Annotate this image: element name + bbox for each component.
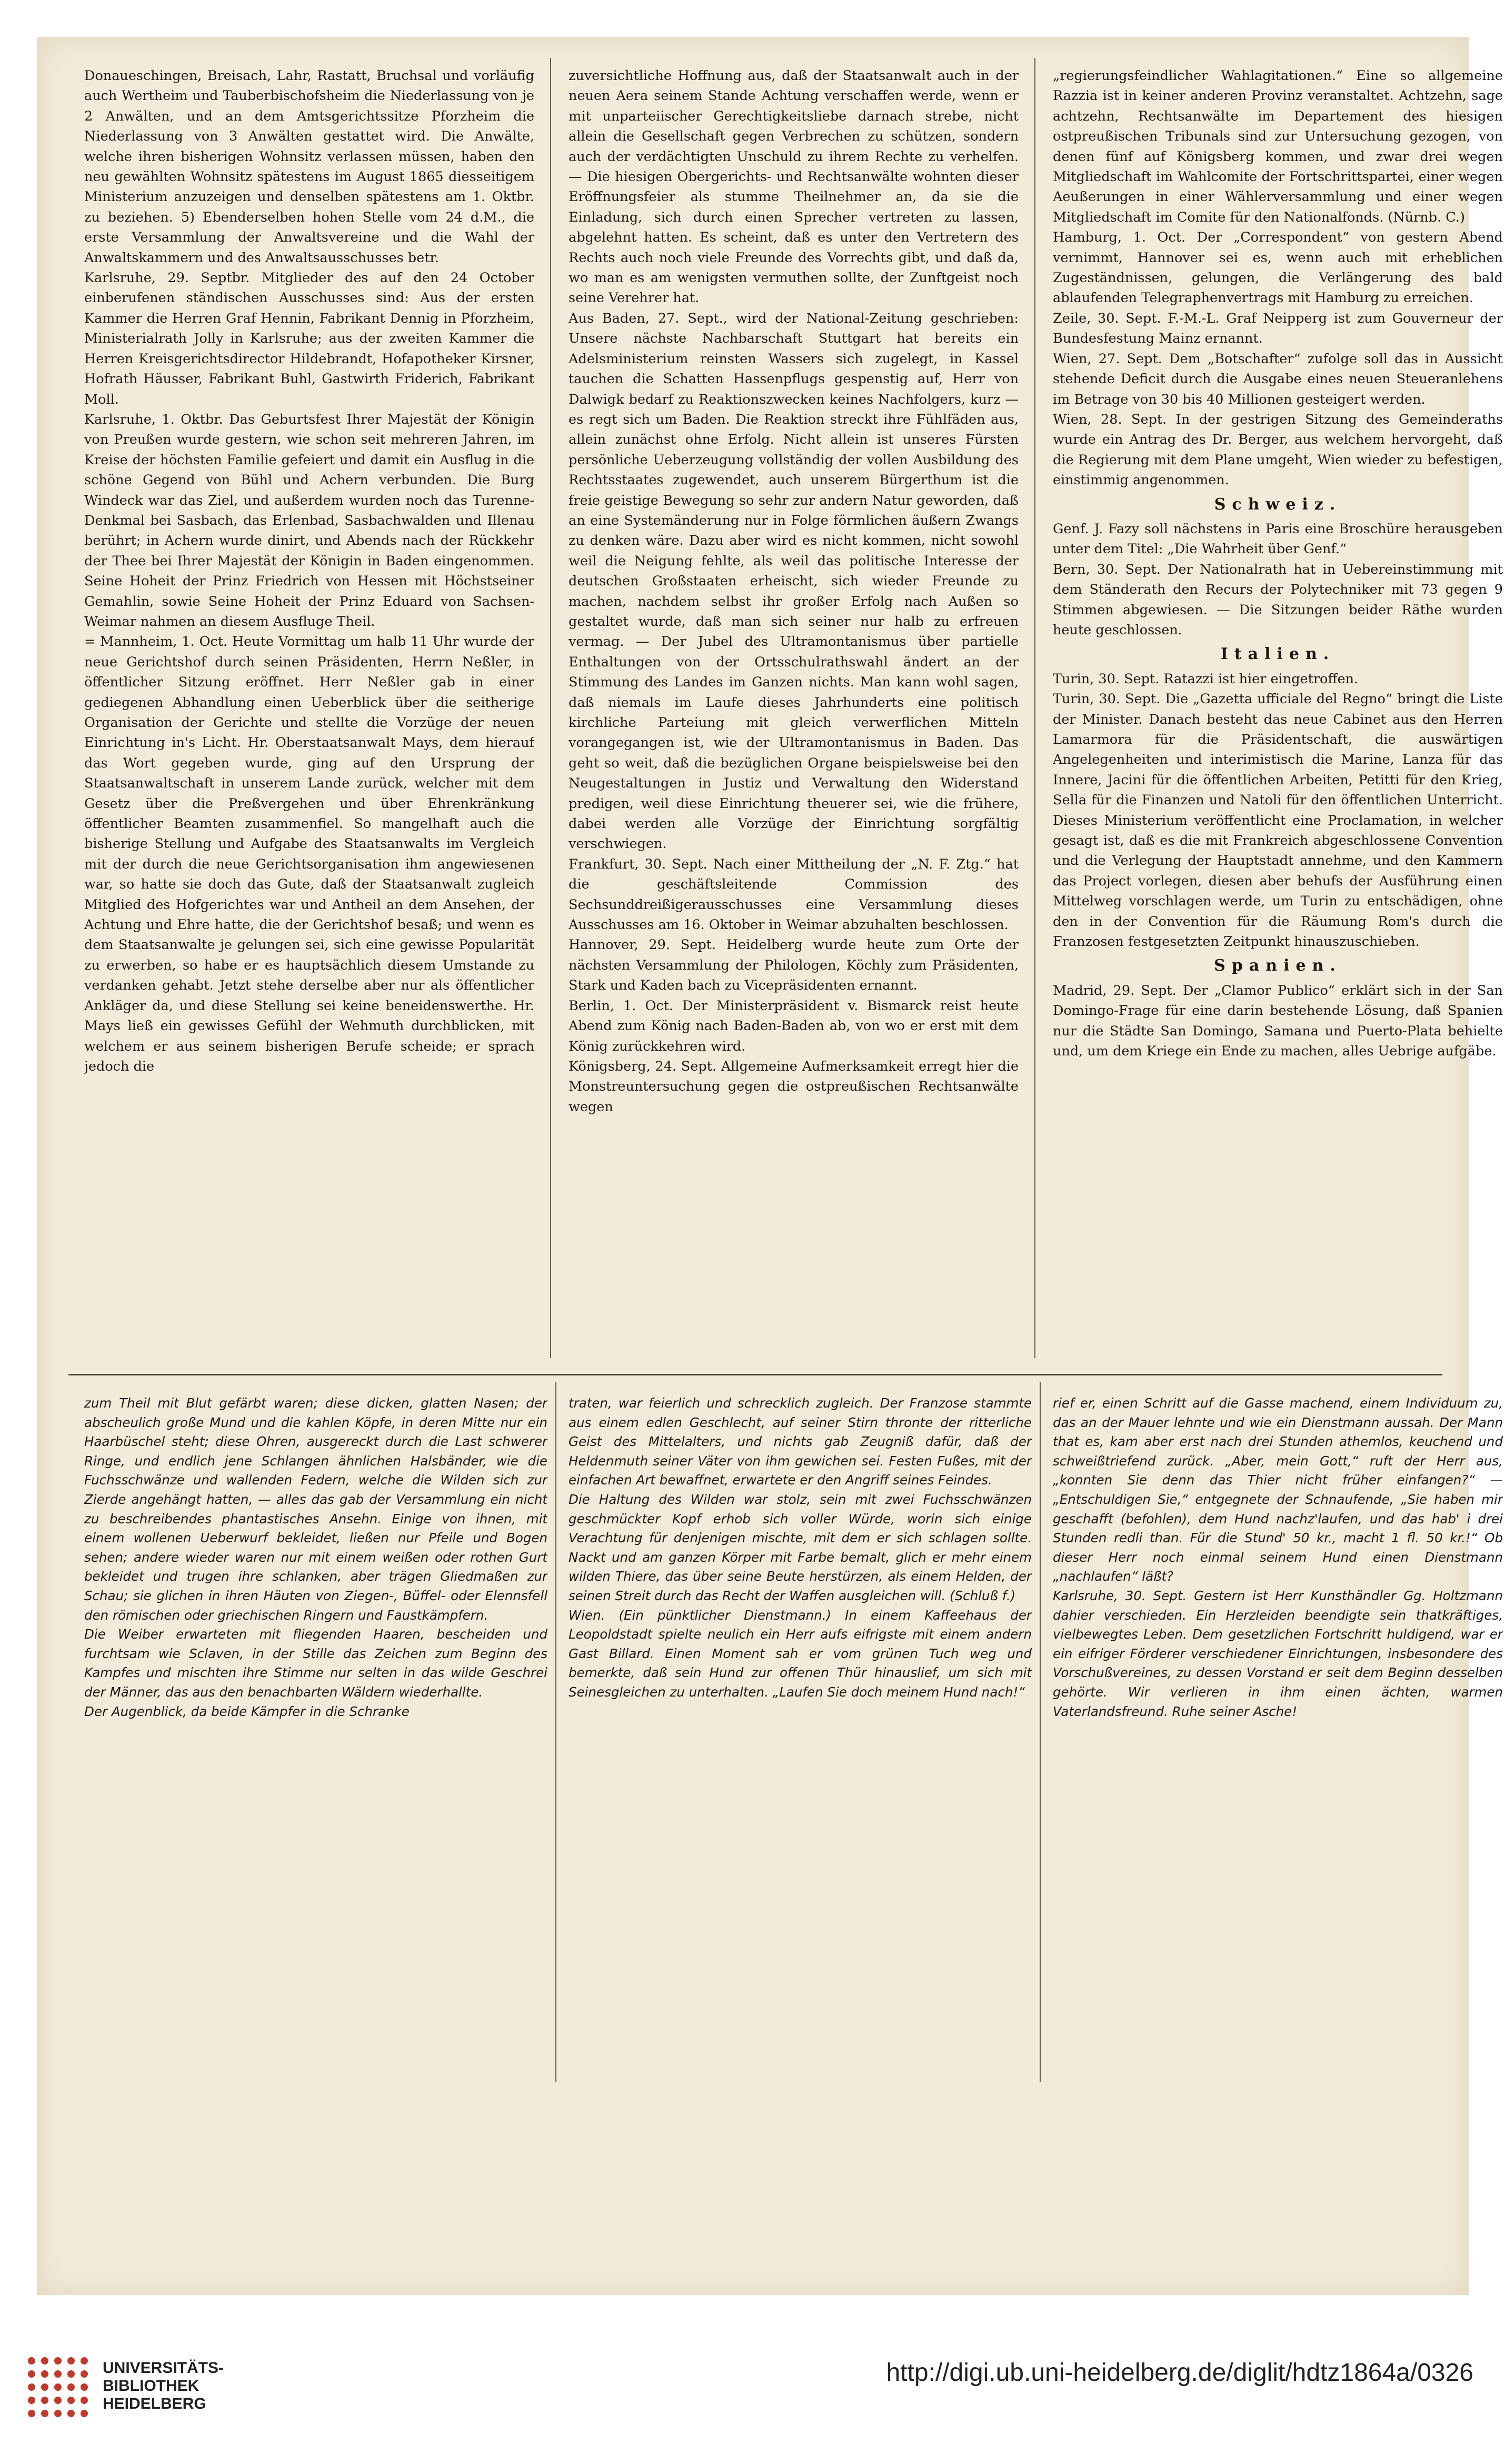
paragraph: Hannover, 29. Sept. Heidelberg wurde heute zum Orte der nächsten Versammlung der Philologen, Köchly zum Präsidenten, Stark und Kaden bach zu Vicepräsidenten ernannt. (569, 937, 1019, 994)
paragraph: Aus Baden, 27. Sept., wird der National-Zeitung geschrieben: Unsere nächste Nachbarschaft Stuttgart hat bereits ein Adelsministerium reinsten Wassers sich zugelegt, in Kassel tauchen die Schatten Hassenpflugs gespenstig auf, Herr von Dalwigk bedarf zu Reaktionszwecken keines Nachfolgers, kurz — es regt sich um Baden. Die Reaktion streckt ihre Fühlfäden aus, allein zunächst ohne Erfolg. Nicht allein ist unseres Fürsten persönliche Ueberzeugung vollständig der vollen Ausbildung des Rechtsstaates zugewendet, auch unserem Bürgerthum ist die freie geistige Bewegung so sehr zur andern Natur geworden, daß an eine Systemänderung nur in Folge förmlichen äußern Zwangs zu denken wäre. Dazu aber wird es nicht kommen, nicht sowohl weil die Neigung fehlte, als weil das politische Interesse der deutschen Großstaaten erheischt, sich wieder Freunde zu machen, nachdem selbst ihr großer Erfolg nach Außen so gestaltet wurde, daß man sich seiner nur halb zu erfreuen vermag. — Der Jubel des Ultramontanismus über partielle Enthaltungen von der Ortsschulrathswahl ändert an der Stimmung des Landes im Ganzen nichts. Man kann wohl sagen, daß niemals im Laufe dieses Jahrhunderts eine politisch kirchliche Parteiung mit gleich verwerflichen Mitteln vorangegangen ist, wie der Ultramontanismus in Baden. Das geht so weit, daß die bezüglichen Organe beispielsweise bei den Neugestaltungen in Justiz und Verwaltung den Widerstand predigen, weil diese Einrichtung theuerer sei, wie die frühere, dabei werden alle Vorzüge der Einrichtung sorgfältig verschwiegen. (569, 310, 1019, 852)
paragraph: rief er, einen Schritt auf die Gasse machend, einem Individuum zu, das an der Mauer lehnte und wie ein Dienstmann aussah. Der Mann that es, kam aber erst nach drei Stunden athemlos, keuchend und schweißtriefend zurück. „Aber, mein Gott,“ ruft der Herr aus, „konnten Sie denn das Thier nicht früher einfangen?“ — „Entschuldigen Sie,“ entgegnete der Schnaufende, „Sie haben mir geschafft (befohlen), dem Hund nachz'laufen, und das hab' i drei Stunden redli than. Für die Stund' 50 kr., macht 1 fl. 50 kr.!“ Ob dieser Herr noch einmal seinem Hund einen Dienstmann „nachlaufen“ läßt? (1053, 1395, 1503, 1584)
paragraph: Der Augenblick, da beide Kämpfer in die Schranke (84, 1703, 410, 1719)
section-heading-italien: Italien. (1220, 645, 1335, 664)
paragraph: Wien, 27. Sept. Dem „Botschafter“ zufolge soll das in Aussicht stehende Deficit durch die Ausgabe eines neuen Steueranlehens im Betrage von 30 bis 40 Millionen gesteigert werden. (1053, 351, 1503, 407)
paragraph: Zeile, 30. Sept. F.-M.-L. Graf Neipperg ist zum Gouverneur der Bundesfestung Mainz ernannt. (1053, 310, 1503, 347)
column-divider (1040, 1382, 1041, 2082)
university-library-logo-icon (21, 2350, 95, 2424)
paragraph: Frankfurt, 30. Sept. Nach einer Mittheilung der „N. F. Ztg.“ hat die geschäftsleitende Commission des Sechsunddreißigerausschusses eine Versammlung dieses Ausschusses am 16. Oktober in Weimar abzuhalten beschlossen. (569, 856, 1019, 933)
paragraph: Berlin, 1. Oct. Der Ministerpräsident v. Bismarck reist heute Abend zum König nach Baden-Baden ab, von wo er erst mit dem König zurückkehren wird. (569, 997, 1019, 1054)
paragraph: zum Theil mit Blut gefärbt waren; diese dicken, glatten Nasen; der abscheulich große Mund und die kahlen Köpfe, in deren Mitte nur ein Haarbüschel steht; diese Ohren, ausgereckt durch die Last schwerer Ringe, und endlich jene Schlangen ähnlichen Halsbänder, wie die Fuchsschwänze und wallenden Federn, welche die Wilden sich zur Zierde angehängt hatten, — alles das gab der Versammlung ein nicht zu beschreibendes phantastisches Ansehn. Einige von ihnen, mit einem wollenen Ueberwurf bekleidet, ließen nur Pfeile und Bogen sehen; andere wieder waren nur mit einem weißen oder rothen Gurt bekleidet und trugen ihre schlanken, aber trägen Gliedmaßen zur Schau; sie glichen in ihren Häuten von Ziegen-, Büffel- oder Elennsfell den römischen oder griechischen Ringern und Faustkämpfern. (84, 1395, 547, 1623)
paragraph: Donaueschingen, Breisach, Lahr, Rastatt, Bruchsal und vorläufig auch Wertheim und Tauberbischofsheim die Niederlassung von je 2 Anwälten, und an dem Amtsgerichtssitze Pforzheim die Niederlassung von 3 Anwälten gestattet wird. Die Anwälte, welche ihren bisherigen Wohnsitz verlassen müssen, haben den neu gewählten Wohnsitz spätestens im August 1865 diesseitigem Ministerium anzuzeigen und denselben spätestens am 1. Oktbr. zu beziehen. 5) Ebenderselben hohen Stelle vom 24 d.M., die erste Versammlung der Anwaltsvereine und die Wahl der Anwaltskammern und des Anwaltsausschusses betr. (84, 68, 534, 266)
paragraph: Die Weiber erwarteten mit fliegenden Haaren, bescheiden und furchtsam wie Sclaven, in der Stille das Zeichen zum Beginn des Kampfes und mischten ihre Stimme nur selten in das wilde Geschrei der Männer, das aus den benachbarten Wäldern wiederhallte. (84, 1627, 547, 1700)
source-url[interactable]: http://digi.ub.uni-heidelberg.de/diglit/hdtz1864a/0326 (886, 2359, 1473, 2387)
paragraph: Karlsruhe, 29. Septbr. Mitglieder des auf den 24 October einberufenen ständischen Ausschusses sind: Aus der ersten Kammer die Herren Graf Hennin, Fabrikant Dennig in Pforzheim, Ministerialrath Jolly in Karlsruhe; aus der zweiten Kammer die Herren Kreisgerichtsdirector Hildebrandt, Hofapotheker Kirsner, Hofrath Häusser, Fabrikant Buhl, Gastwirth Friderich, Fabrikant Moll. (84, 270, 534, 407)
library-name: UNIVERSITÄTS- BIBLIOTHEK HEIDELBERG (103, 2359, 224, 2412)
paragraph: Königsberg, 24. Sept. Allgemeine Aufmerksamkeit erregt hier die Monstreuntersuchung gegen die ostpreußischen Rechtsanwälte wegen (569, 1058, 1019, 1115)
paragraph: Madrid, 29. Sept. Der „Clamor Publico“ erklärt sich in der San Domingo-Frage für eine darin bestehende Lösung, daß Spanien nur die Städte San Domingo, Samana und Puerto-Plata behielte und, um dem Kriege ein Ende zu machen, alles Uebrige aufgäbe. (1053, 982, 1503, 1060)
paragraph: Die Haltung des Wilden war stolz, sein mit zwei Fuchsschwänzen geschmückter Kopf erhob sich voller Würde, worin sich einige Verachtung für denjenigen mischte, mit dem er sich schlagen sollte. Nackt und am ganzen Körper mit Farbe bemalt, glich er mehr einem wilden Thiere, das über seine Beute herstürzen, als einem Helden, der seinen Streit durch das Recht der Waffen ausgleichen will. (Schluß f.) (569, 1491, 1032, 1603)
feuilleton-separator (68, 1374, 1442, 1375)
paragraph: Turin, 30. Sept. Ratazzi ist hier eingetroffen. (1053, 671, 1359, 687)
column-1 (84, 66, 534, 1355)
paragraph: Wien, 28. Sept. In der gestrigen Sitzung des Gemeinderaths wurde ein Antrag des Dr. Berger, aus welchem hervorgeht, daß die Regierung mit dem Plane umgeht, Wien wieder zu befestigen, einstimmig angenommen. (1053, 411, 1503, 488)
newspaper-page (37, 37, 1503, 2295)
feuilleton-column-1 (84, 1394, 547, 2078)
paragraph: Hamburg, 1. Oct. Der „Correspondent“ von gestern Abend vernimmt, Hannover sei es, wenn auch mit erheblichen Zugeständnissen, gelungen, die Verlängerung des bald ablaufenden Telegraphenvertrags mit Hamburg zu erreichen. (1053, 230, 1503, 306)
feuilleton-column-3 (1053, 1394, 1503, 2078)
paragraph: zuversichtliche Hoffnung aus, daß der Staatsanwalt auch in der neuen Aera seinem Stande Achtung verschaffen werde, wenn er mit unparteiischer Gerechtigkeitsliebe darnach strebe, nicht allein die Gesellschaft gegen Verbrechen zu schützen, sondern auch der verdächtigten Unschuld zu ihrem Rechte zu verhelfen. — Die hiesigen Obergerichts- und Rechtsanwälte wohnten dieser Eröffnungsfeier als stumme Theilnehmer an, da sie die Einladung, sich durch einen Sprecher vertreten zu lassen, abgelehnt hatten. Es scheint, daß es unter den Vertretern des Rechts auch noch viele Freunde des Vorrechts gibt, und daß da, wo man es am wenigsten vermuthen sollte, der Zunftgeist noch seine Verehrer hat. (569, 68, 1019, 306)
section-heading-spanien: Spanien. (1214, 956, 1342, 975)
column-divider (555, 1382, 556, 2082)
paragraph: Bern, 30. Sept. Der Nationalrath hat in Uebereinstimmung mit dem Ständerath den Recurs der Polytechniker mit 73 gegen 9 Stimmen abgewiesen. — Die Sitzungen beider Räthe wurden heute geschlossen. (1053, 561, 1503, 638)
footer-bar (0, 2327, 1505, 2432)
paragraph: Karlsruhe, 1. Oktbr. Das Geburtsfest Ihrer Majestät der Königin von Preußen wurde gestern, wie schon seit mehreren Jahren, im Kreise der höchsten Familie gefeiert und damit ein Ausflug in die schöne Gegend von Bühl und Achern verbunden. Die Burg Windeck war das Ziel, und außerdem wurden noch das Turenne-Denkmal bei Sasbach, das Erlenbad, Sasbachwalden und Illenau berührt; in Achern wurde dinirt, und Abends nach der Rückkehr der Thee bei Ihrer Majestät der Königin in Baden eingenommen. Seine Hoheit der Prinz Friedrich von Hessen mit Höchstseiner Gemahlin, sowie Seine Hoheit der Prinz Eduard von Sachsen-Weimar nahmen an diesem Ausfluge Theil. (84, 411, 534, 630)
paragraph: = Mannheim, 1. Oct. Heute Vormittag um halb 11 Uhr wurde der neue Gerichtshof durch seinen Präsidenten, Herrn Neßler, in öffentlicher Sitzung eröffnet. Herr Neßler gab in einer gediegenen Abhandlung einen Ueberblick über die seitherige Organisation der Gerichte und stellte die Vorzüge der neuen Einrichtung in's Licht. Hr. Oberstaatsanwalt Mays, dem hierauf das Wort gegeben wurde, ging auf den Ursprung der Staatsanwaltschaft in unserem Lande zurück, welcher mit dem Gesetz über die Preßvergehen und über Ehrenkränkung öffentlicher Beamten zusammenfiel. So mangelhaft auch die bisherige Stellung und Aufgabe des Staatsanwalts im Vergleich mit der durch die neue Gerichtsorganisation ihm angewiesenen war, so hatte sie doch das Gute, daß der Staatsanwalt zugleich Mitglied des Hofgerichtes war und Antheil an dem Ansehen, der Achtung und Ehre hatte, die der Gerichtshof besaß; und wenn es dem Staatsanwalte je gelungen sei, sich eine gewisse Popularität zu erwerben, so habe er es hauptsächlich diesem Umstande zu verdanken gehabt. Jetzt stehe derselbe aber nur als öffentlicher Ankläger da, und diese Stellung sei keine beneidenswerthe. Hr. Mays ließ ein gewisses Gefühl der Wehmuth durchblicken, mit welchem er aus seinem bisherigen Berufe scheide; er sprach jedoch die (84, 634, 534, 1074)
column-divider (1034, 58, 1035, 1358)
feuilleton-column-2 (569, 1394, 1032, 2078)
column-divider (550, 58, 551, 1358)
column-3 (1053, 66, 1503, 1355)
paragraph: Genf. J. Fazy soll nächstens in Paris eine Broschüre herausgeben unter dem Titel: „Die Wahrheit über Genf.“ (1053, 521, 1503, 557)
paragraph: Karlsruhe, 30. Sept. Gestern ist Herr Kunsthändler Gg. Holtzmann dahier verschieden. Ein Herzleiden beendigte sein thatkräftiges, vielbewegtes Leben. Dem gesetzlichen Fortschritt huldigend, war er ein eifriger Förderer verschiedener Einrichtungen, insbesondere des Vorschußvereines, zu dessen Vorstand er seit dem Beginn desselben gehörte. Wir verlieren in ihm einen ächten, warmen Vaterlandsfreund. Ruhe seiner Asche! (1053, 1588, 1503, 1719)
paragraph: traten, war feierlich und schrecklich zugleich. Der Franzose stammte aus einem edlen Geschlecht, auf seiner Stirn thronte der ritterliche Geist des Mittelalters, und nichts gab Zeugniß dafür, daß der Heldenmuth seiner Väter von ihm gewichen sei. Festen Fußes, mit der einfachen Art bewaffnet, erwartete er den Angriff seines Feindes. (569, 1395, 1032, 1488)
paragraph: Turin, 30. Sept. Die „Gazetta ufficiale del Regno“ bringt die Liste der Minister. Danach besteht das neue Cabinet aus den Herren Lamarmora für die Präsidentschaft, die auswärtigen Angelegenheiten und interimistisch die Marine, Lanza für das Innere, Jacini für die öffentlichen Arbeiten, Petitti für den Krieg, Sella für die Finanzen und Natoli für den öffentlichen Unterricht. Dieses Ministerium veröffentlicht eine Proclamation, in welcher gesagt ist, daß es die mit Frankreich abgeschlossene Convention und die Verlegung der Hauptstadt annehme, und den Kammern das Project vorlegen, diesen aber behufs der Ausführung einen Mittelweg vorschlagen werde, um Turin zu entschädigen, ohne den in der Convention für die Räumung Rom's durch die Franzosen festgesetzten Zeitpunkt hinauszuschieben. (1053, 691, 1503, 950)
column-2 (569, 66, 1019, 1355)
section-heading-schweiz: Schweiz. (1214, 495, 1342, 514)
paragraph: „regierungsfeindlicher Wahlagitationen.“ Eine so allgemeine Razzia ist in keiner anderen Provinz veranstaltet. Achtzehn, sage achtzehn, Rechtsanwälte im Departement des hiesigen ostpreußischen Tribunals sind zur Untersuchung gezogen, von denen fünf auf Königsberg kommen, und zwar drei wegen Mitgliedschaft im Wahlcomite der Fortschrittspartei, einer wegen Aeußerungen in einer Wählerversammlung und einer wegen Mitgliedschaft im Comite für den Nationalfonds. (Nürnb. C.) (1053, 68, 1503, 225)
paragraph: Wien. (Ein pünktlicher Dienstmann.) In einem Kaffeehaus der Leopoldstadt spielte neulich ein Herr aufs eifrigste mit einem andern Gast Billard. Einen Moment sah er vom grünen Tuch weg und bemerkte, daß sein Hund zur offenen Thür hinauslief, um sich mit Seinesgleichen zu unterhalten. „Laufen Sie doch meinem Hund nach!“ (569, 1607, 1032, 1700)
